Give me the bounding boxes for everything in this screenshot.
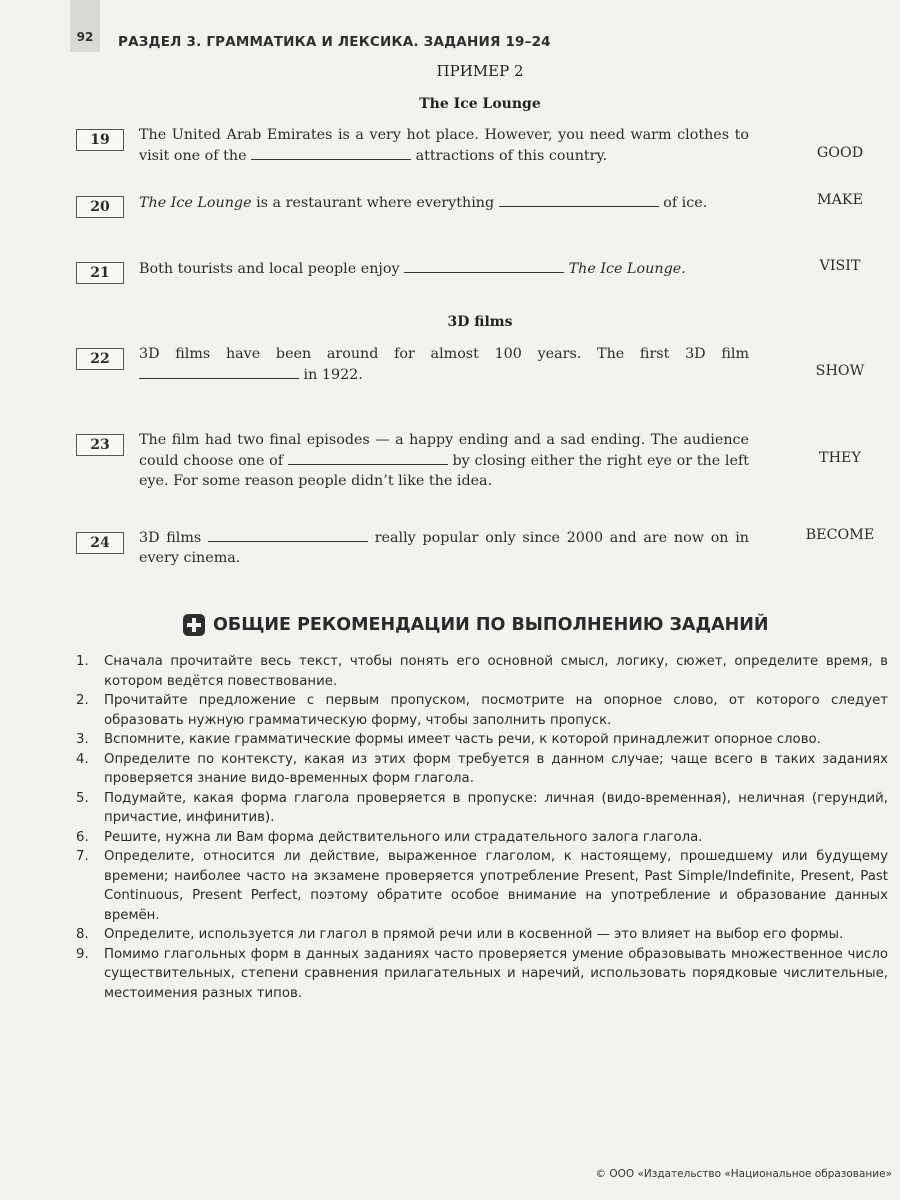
item-number: 1. [76,654,89,669]
task-number: 24 [76,532,124,554]
sentence-italic-before: The Ice Lounge [139,195,252,211]
list-item [76,945,888,1004]
sentence-after: by closing either the right eye or the left eye. For some reason people didn’t like the idea. [139,453,749,489]
text2-title: 3D films [447,314,513,330]
item-text: Решите, нужна ли Вам форма действительного или страдательного залога глагола. [104,829,703,845]
sentence-after: of ice. [663,195,708,211]
list-item [76,789,888,828]
plus-icon [183,614,205,636]
key-word: SHOW [815,363,865,379]
sentence-before: Both tourists and local people enjoy [139,261,400,277]
list-item [76,750,888,789]
sentence-after: really popular only since 2000 and are now on in every cinema. [139,530,750,566]
task-number: 19 [76,129,124,151]
answer-blank[interactable] [499,192,659,207]
item-text: Определите, относится ли действие, выраженное глаголом, к настоящему, прошедшему или будущему времени; наиболее часто на экзамене проверяется употребление Present, Past Simple/Indefinite, Present, Past Continuous, Present Perfect, поэтому обратите особое внимание на употребление и образование данных времён. [104,849,888,923]
task-number: 23 [76,434,124,456]
task-number: 21 [76,262,124,284]
sentence-after: attractions of this country. [415,148,608,164]
item-text: Подумайте, какая форма глагола проверяется в пропуске: личная (видо-временная), неличная (герундий, причастие, инфинитив). [104,790,888,825]
sentence-before: is a restaurant where everything [256,195,495,211]
task-sentence [139,192,749,213]
task-sentence [139,430,749,491]
page-number-tab [70,0,100,52]
task-number: 20 [76,196,124,218]
page-number: 92 [76,30,94,44]
item-text: Сначала прочитайте весь текст, чтобы понять его основной смысл, логику, сюжет, определите время, в котором ведётся повествование. [104,654,888,689]
item-text: Помимо глагольных форм в данных заданиях часто проверяется умение образовывать множественное число существительных, степени сравнения прилагательных и наречий, использовать порядковые числительные, местоимения разных типов. [104,946,888,1001]
answer-blank[interactable] [288,450,448,465]
sentence-before: The film had two final episodes — a happy ending and a sad ending. The audience could choose one of [139,432,749,469]
item-text: Прочитайте предложение с первым пропуском, посмотрите на опорное слово, от которого следует образовать нужную грамматическую форму, чтобы заполнить пропуск. [104,693,888,728]
copyright-footer: © ООО «Издательство «Национальное образование» [595,1168,892,1180]
item-number: 9. [76,946,89,962]
key-word: MAKE [816,192,864,208]
example-title: ПРИМЕР 2 [436,62,524,80]
recommendations-title-text: ОБЩИЕ РЕКОМЕНДАЦИИ ПО ВЫПОЛНЕНИЮ ЗАДАНИЙ [213,615,769,635]
list-item [76,925,888,945]
answer-blank[interactable] [139,364,299,379]
item-text: Определите, используется ли глагол в прямой речи или в косвенной — это влияет на выбор его формы. [104,927,844,942]
list-item [76,828,888,848]
item-number: 5. [76,790,89,806]
key-word: THEY [819,450,861,466]
sentence-after: in 1922. [303,367,363,383]
item-text: Вспомните, какие грамматические формы имеет часть речи, к которой принадлежит опорное слово. [104,732,821,747]
key-word: GOOD [816,145,864,161]
task-sentence [139,125,749,166]
recommendations-list [76,652,888,1003]
task-number: 22 [76,348,124,370]
key-word: VISIT [819,258,861,274]
item-number: 3. [76,732,89,747]
list-item [76,652,888,691]
item-number: 8. [76,927,89,942]
sentence-before: 3D films have been around for almost 100 years. The first 3D film [139,346,749,362]
item-number: 7. [76,849,89,864]
item-number: 4. [76,751,89,767]
list-item [76,730,888,750]
task-sentence [139,527,749,568]
item-text: Определите по контексту, какая из этих форм требуется в данном случае; чаще всего в таких заданиях проверяется знание видо-временных форм глагола. [104,751,888,786]
task-sentence [139,344,749,385]
key-word: BECOME [805,527,875,543]
item-number: 2. [76,693,89,708]
sentence-italic-after: The Ice Lounge. [568,261,686,277]
answer-blank[interactable] [208,527,368,542]
sentence-before: The United Arab Emirates is a very hot place. However, you need warm clothes to visit one of the [139,127,749,164]
list-item [76,691,888,730]
recommendations-title [183,614,769,636]
text1-title: The Ice Lounge [419,96,541,112]
task-sentence [139,258,749,279]
section-header: РАЗДЕЛ 3. ГРАММАТИКА И ЛЕКСИКА. ЗАДАНИЯ 19–24 [118,34,551,50]
answer-blank[interactable] [404,258,564,273]
item-number: 6. [76,829,89,845]
sentence-before: 3D films [139,530,202,546]
answer-blank[interactable] [251,145,411,160]
list-item [76,847,888,925]
